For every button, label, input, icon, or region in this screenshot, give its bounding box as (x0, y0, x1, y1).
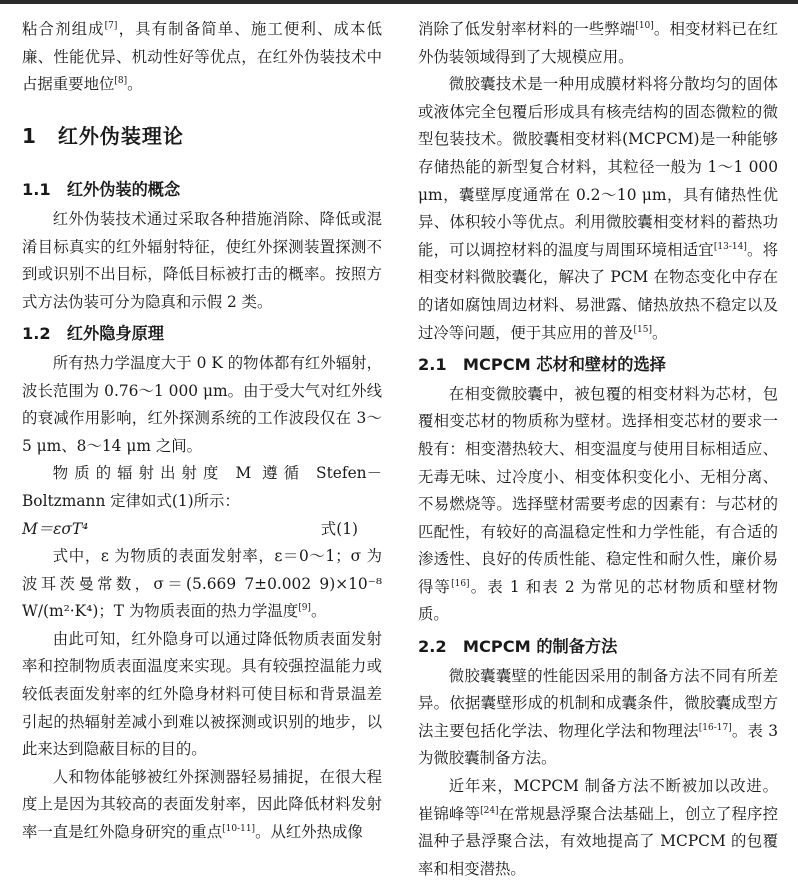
citation: [10-11] (222, 823, 256, 834)
paragraph: 微胶囊囊壁的性能因采用的制备方法不同有所差异。依据囊壁形成的机制和成囊条件，微胶囊成型方法主要包括化学法、物理化学法和物理法[16-17]。表 3 为微胶囊制备方法。 (418, 666, 778, 768)
citation: [16-17] (698, 722, 732, 733)
paragraph: 在相变微胶囊中，被包覆的相变材料为芯材，包覆相变芯材的物质称为壁材。选择相变芯材的要求一般有：相变潜热较大、相变温度与使用目标相适应、无毒无味、过冷度小、相变体积变化小、无相分离、不易燃烧等。选择壁材需要考虑的因素有：与芯材的匹配性，有较好的高温稳定性和力学性能，有合适的渗透性、良好的传质性能、稳定性和耐久性，廉价易得等[16]。表 1 和表 2 为常见的芯材物质和壁材物质。 (418, 384, 778, 624)
header-rule (0, 0, 798, 4)
paragraph: 所有热力学温度大于 0 K 的物体都有红外辐射，波长范围为 0.76～1 000 μm。由于受大气对红外线的衰减作用影响，红外探测系统的工作波段仅在 3～5 μm、8～14 μm 之间。 (22, 353, 382, 455)
paragraph: 人和物体能够被红外探测器轻易捕捉，在很大程度上是因为其较高的表面发射率，因此降低材料发射率一直是红外隐身研究的重点[10-11]。从红外热成像 (22, 767, 382, 842)
citation: [24] (480, 805, 499, 816)
paragraph: 由此可知，红外隐身可以通过降低物质表面发射率和控制物质表面温度来实现。具有较强控温能力或较低表面发射率的红外隐身材料可使目标和背景温差引起的热辐射差减小到难以被探测或识别的地步，以此来达到隐蔽目标的目的。 (22, 629, 382, 759)
citation: [8] (114, 76, 128, 87)
section-heading-1-1: 1.1 红外伪装的概念 (22, 180, 181, 200)
paragraph: 微胶囊技术是一种用成膜材料将分散均匀的固体或液体完全包覆后形成具有核壳结构的固态微粒的微型包装技术。微胶囊相变材料(MCPCM)是一种能够存储热能的新型复合材料，其粒径一般为 1～1 000 μm，囊壁厚度通常在 0.2～10 μm，具有储热性优异、体积较小等优点。利用微胶囊相变材料的蓄热功能，可以调控材料的温度与周围环境相适宜[13-14]。将相变材料微胶囊化，解决了 PCM 在物态变化中存在的诸如腐蚀周边材料、易泄露、储热放热不稳定以及过冷等问题，便于其应用的普及[15]。 (418, 75, 778, 342)
paragraph: 近年来，MCPCM 制备方法不断被加以改进。崔锦峰等[24]在常规悬浮聚合法基础上，创立了程序控温种子悬浮聚合法，有效地提高了 MCPCM 的包覆率和相变潜热。 (418, 777, 778, 878)
paragraph-continued: 粘合剂组成[7]，具有制备简单、施工便利、成本低廉、性能优异、机动性好等优点，在红外伪装技术中占据重要地位[8]。 (22, 20, 382, 94)
paragraph: 物质的辐射出射度 M 遵循 Stefen－Boltzmann 定律如式(1)所示： (22, 464, 382, 510)
paragraph-continued: 消除了低发射率材料的一些弊端[10]。相变材料已在红外伪装领域得到了大规模应用。 (418, 20, 778, 66)
citation: [9] (298, 603, 311, 614)
left-column (22, 16, 382, 847)
citation: [16] (451, 578, 470, 589)
paragraph: 式中，ε 为物质的表面发射率，ε＝0～1；σ 为波耳茨曼常数，σ＝(5.669 7±0.002 9)×10⁻⁸ W/(m²·K⁴)；T 为物质表面的热力学温度[9]。 (22, 547, 382, 621)
equation (22, 516, 382, 544)
paragraph: 红外伪装技术通过采取各种措施消除、降低或混淆目标真实的红外辐射特征，使红外探测装置探测不到或识别不出目标，降低目标被打击的概率。按照方式方法伪装可分为隐真和示假 2 类。 (22, 209, 382, 311)
equation-number: 式(1) (320, 519, 358, 538)
citation: [7] (104, 20, 118, 31)
citation: [10] (635, 20, 654, 31)
section-heading-2-1: 2.1 MCPCM 芯材和壁材的选择 (418, 355, 666, 375)
citation: [15] (633, 324, 652, 335)
equation-body: M＝εσT⁴ (22, 519, 89, 538)
section-heading-1-2: 1.2 红外隐身原理 (22, 324, 164, 344)
right-column (418, 16, 778, 883)
citation: [13-14] (713, 241, 747, 252)
section-heading-1: 1 红外伪装理论 (22, 123, 184, 148)
section-heading-2-2: 2.2 MCPCM 的制备方法 (418, 637, 618, 657)
